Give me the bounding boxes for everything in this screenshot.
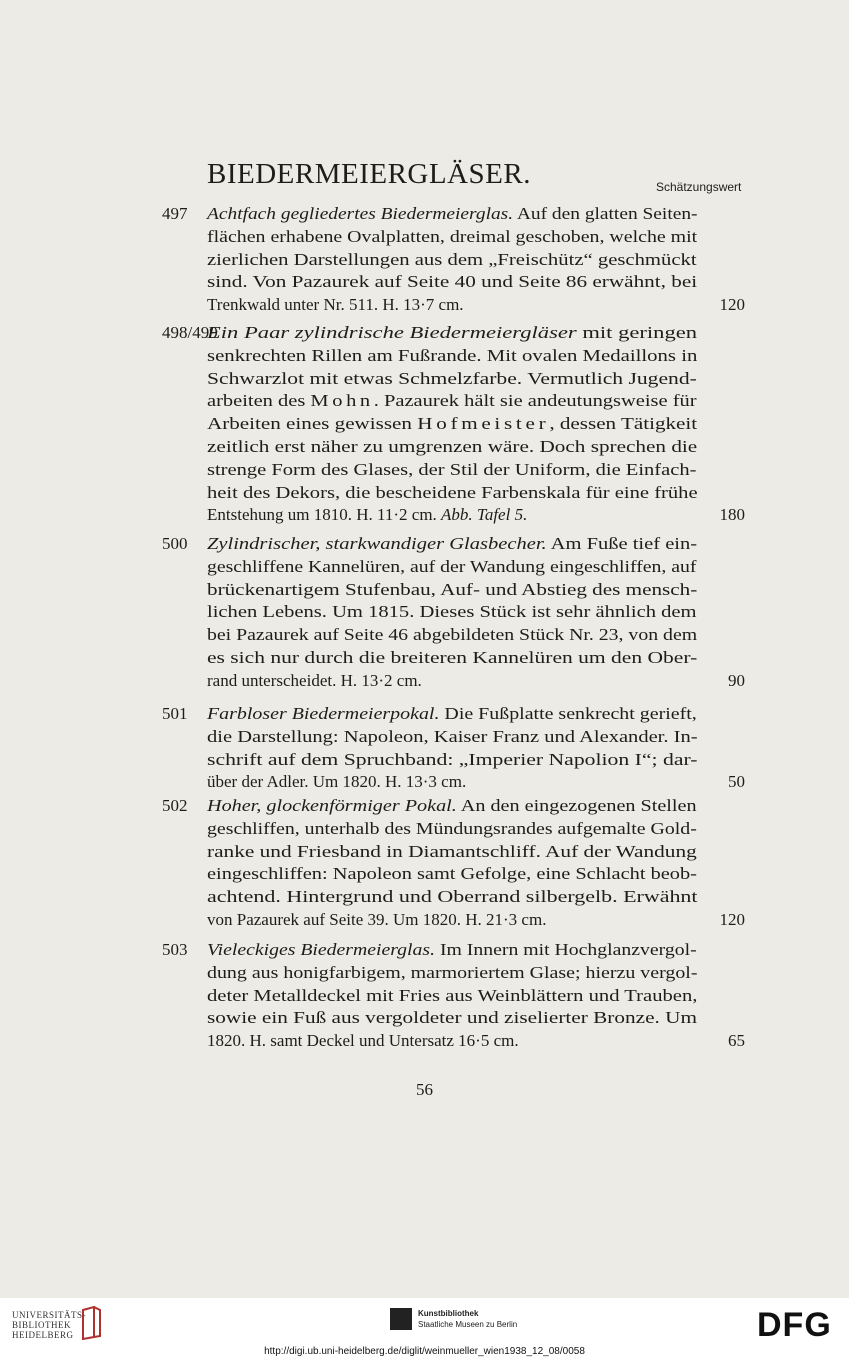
text-span: sowie ein Fuß aus vergoldeter und ziselierter Bronze. Um	[207, 1008, 697, 1028]
text-span: geschliffen, unterhalb des Mündungsrandes aufgemalte Gold-	[207, 818, 697, 838]
description-line	[207, 963, 697, 983]
text-span: senkrechten Rillen am Fußrande. Mit ovalen Medaillons in	[207, 345, 698, 365]
lot-title: Vieleckiges Biedermeierglas.	[207, 940, 436, 959]
text-span: deter Metalldeckel mit Fries aus Weinblättern und Trauben,	[207, 985, 698, 1005]
description-line	[207, 648, 697, 668]
text-span: bei Pazaurek auf Seite 46 abgebildeten Stück Nr. 23, von dem	[207, 625, 698, 645]
description-line	[207, 625, 697, 645]
description-line	[207, 910, 546, 930]
text-span: Im Innern mit Hochglanzvergol-	[435, 940, 697, 959]
text-span: rand unterscheidet. H. 13·2 cm.	[207, 670, 422, 690]
dfg-logo: DFG	[757, 1306, 832, 1344]
lot-title: Zylindrischer, starkwandiger Glasbecher.	[207, 534, 547, 553]
description-line	[207, 437, 697, 457]
description-line	[207, 986, 697, 1006]
lot-title: Ein Paar zylindrische Biedermeiergläser	[207, 323, 577, 342]
description-line	[207, 250, 697, 270]
lot-title: Hoher, glockenförmiger Pokal.	[207, 796, 457, 815]
text-span: heit des Dekors, die bescheidene Farbenskala für eine frühe	[207, 482, 698, 502]
description-line	[207, 272, 697, 292]
description-line	[207, 204, 698, 224]
description-line	[207, 414, 697, 434]
description-line	[207, 295, 464, 315]
description-line	[207, 369, 697, 389]
text-span: Schwarzlot mit etwas Schmelzfarbe. Vermutlich Jugend-	[207, 368, 697, 388]
text-span: Arbeiten eines gewissen	[207, 414, 418, 434]
description-line	[207, 580, 697, 600]
lot-number: 501	[162, 704, 188, 723]
university-library-logo-icon	[80, 1306, 102, 1340]
lot-number: 503	[162, 940, 188, 959]
text-span: mit geringen	[576, 323, 698, 342]
page-title: BIEDERMEIERGLÄSER.	[207, 158, 531, 190]
estimate-value: 180	[719, 505, 745, 525]
text-span: 1820. H. samt Deckel und Untersatz 16·5 cm.	[207, 1031, 519, 1051]
description-line	[207, 1031, 519, 1051]
description-line	[207, 750, 697, 770]
lot-number: 498/499	[162, 323, 218, 342]
description-line	[207, 819, 697, 839]
text-span: brückenartigem Stufenbau, Auf- und Abstieg des mensch-	[207, 579, 698, 599]
description-line	[207, 864, 697, 884]
text-span: von Pazaurek auf Seite 39. Um 1820. H. 21·3 cm.	[207, 910, 547, 929]
text-span: Entstehung um 1810. H. 11·2 cm.	[207, 505, 442, 525]
text-span: sind. Von Pazaurek auf Seite 40 und Seite 86 erwähnt, bei	[207, 272, 698, 292]
estimate-value: 90	[728, 670, 745, 690]
description-line	[207, 671, 422, 691]
estimate-value: 120	[719, 295, 745, 315]
description-line	[207, 1008, 697, 1028]
kunstbibliothek-logo-icon	[390, 1308, 412, 1330]
text-span: An den eingezogenen Stellen	[456, 796, 697, 815]
text-span: über der Adler. Um 1820. H. 13·3 cm.	[207, 772, 467, 792]
text-span: Auf den glatten Seiten-	[513, 204, 698, 223]
lot-number: 502	[162, 796, 188, 815]
text-span: ranke und Friesband in Diamantschliff. Auf der Wandung	[207, 841, 697, 861]
text-span: . Pazaurek hält sie andeutungsweise für	[373, 391, 697, 411]
page-number: 56	[416, 1080, 433, 1099]
description-line	[207, 704, 697, 724]
text-span: flächen erhabene Ovalplatten, dreimal geschoben, welche mit	[207, 226, 698, 246]
text-span: lichen Lebens. Um 1815. Dieses Stück ist sehr ähnlich dem	[207, 602, 697, 622]
text-span: zeitlich erst näher zu umgrenzen wäre. Doch sprechen die	[207, 437, 698, 456]
kunstbibliothek-logo-text: Kunstbibliothek Staatliche Museen zu Berlin	[418, 1309, 518, 1329]
description-line	[207, 227, 697, 247]
source-url[interactable]: http://digi.ub.uni-heidelberg.de/diglit/weinmueller_wien1938_12_08/0058	[264, 1346, 585, 1357]
lot-title: Abb. Tafel 5.	[441, 505, 528, 525]
text-span: eingeschliffen: Napoleon samt Gefolge, eine Schlacht beob-	[207, 864, 697, 884]
description-line	[207, 887, 698, 907]
text-span: Hofmeister	[417, 414, 550, 434]
text-span: strenge Form des Glases, der Stil der Uniform, die Einfach-	[207, 459, 697, 479]
description-line	[207, 727, 698, 747]
text-span: es sich nur durch die breiteren Kannelüren um den Ober-	[207, 648, 698, 667]
lot-number: 497	[162, 204, 188, 223]
description-line	[207, 602, 697, 622]
description-line	[207, 505, 527, 525]
text-span: , dessen Tätigkeit	[549, 414, 698, 434]
description-line	[207, 796, 697, 816]
estimate-value: 50	[728, 772, 745, 792]
estimate-value: 120	[719, 910, 745, 929]
description-line	[207, 842, 697, 862]
description-line	[207, 483, 698, 503]
description-line	[207, 460, 696, 480]
description-line	[207, 346, 697, 366]
text-span: geschliffene Kannelüren, auf der Wandung eingeschliffen, auf	[207, 556, 697, 576]
lot-title: Farbloser Biedermeierpokal.	[207, 704, 440, 723]
university-library-logo-text: UNIVERSITÄTS- BIBLIOTHEK HEIDELBERG	[12, 1310, 86, 1340]
text-span: zierlichen Darstellungen aus dem „Freischütz“ geschmückt	[207, 249, 697, 269]
text-span: dung aus honigfarbigem, marmoriertem Glase; hierzu vergol-	[207, 962, 698, 982]
text-span: Die Fußplatte senkrecht gerieft,	[439, 704, 697, 723]
description-line	[207, 323, 697, 343]
text-span: achtend. Hintergrund und Oberrand silbergelb. Erwähnt	[207, 887, 698, 907]
text-span: arbeiten des	[207, 391, 311, 411]
text-span: schrift auf dem Spruchband: „Imperier Napolion I“; dar-	[207, 749, 698, 769]
text-span: die Darstellung: Napoleon, Kaiser Franz und Alexander. In-	[207, 726, 698, 746]
lot-number: 500	[162, 534, 188, 553]
description-line	[207, 391, 697, 411]
description-line	[207, 772, 466, 792]
description-line	[207, 534, 697, 554]
description-line	[207, 557, 697, 577]
description-line	[207, 940, 697, 960]
text-span: Am Fuße tief ein-	[546, 534, 698, 553]
text-span: Mohn	[310, 391, 374, 411]
estimate-value: 65	[728, 1031, 745, 1051]
lot-title: Achtfach gegliedertes Biedermeierglas.	[207, 204, 514, 223]
estimate-column-header: Schätzungswert	[656, 180, 742, 194]
text-span: Trenkwald unter Nr. 511. H. 13·7 cm.	[207, 295, 464, 315]
